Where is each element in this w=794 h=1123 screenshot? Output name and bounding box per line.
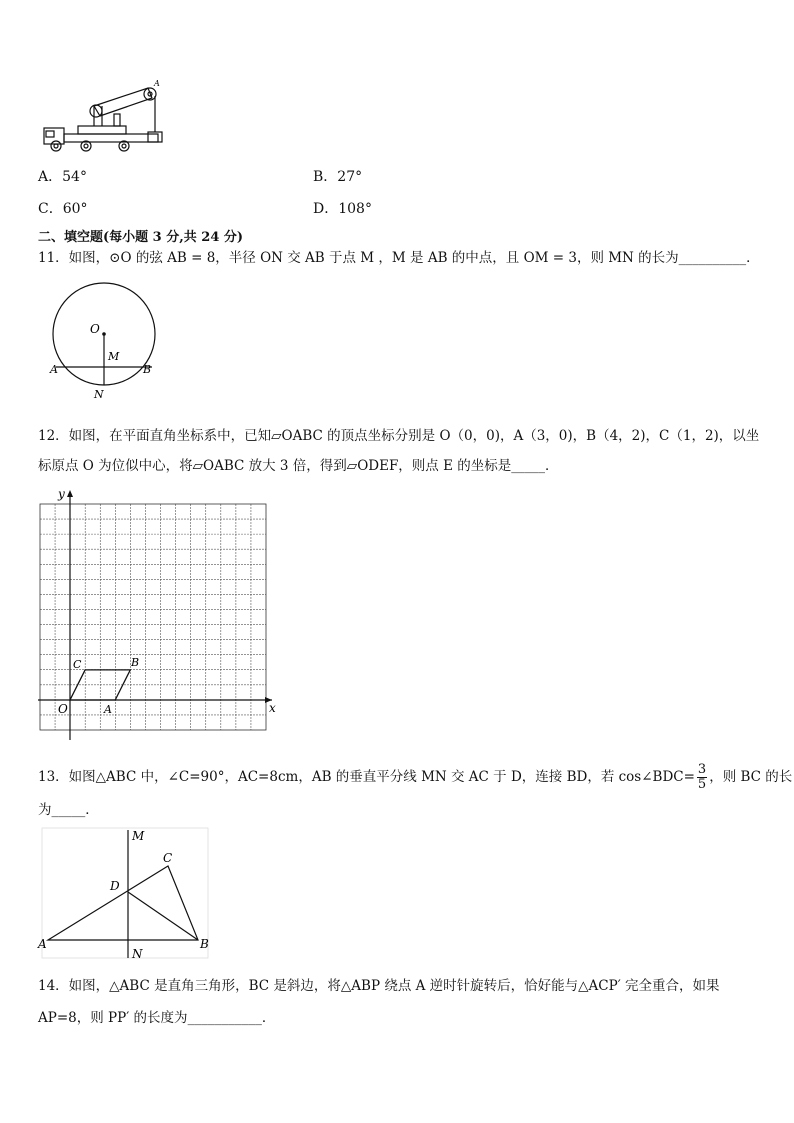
label-m: M [132, 829, 145, 843]
segment-bd [128, 892, 198, 940]
triangle-abc [48, 866, 198, 940]
crane-figure [36, 76, 166, 158]
question-13-line-2: 为_____． [38, 802, 99, 818]
label-m: M [108, 350, 120, 363]
question-11-blank[interactable]: __________． [678, 250, 760, 266]
crane-boom [94, 88, 152, 116]
question-14-line-1: 14．如图，△ABC 是直角三角形，BC 是斜边，将△ABP 绕点 A 逆时针旋转后，恰好能与△ACP′ 完全重合，如果 [38, 978, 720, 994]
label-origin: O [58, 702, 68, 716]
coordinate-grid [36, 486, 281, 742]
crane-base [78, 126, 126, 134]
option-d[interactable]: D．108° [313, 201, 372, 217]
question-13-blank[interactable]: _____． [51, 802, 99, 818]
question-13-line-1: 13．如图△ABC 中，∠C=90°，AC=8cm，AB 的垂直平分线 MN 交 AC 于 D，连接 BD，若 cos∠BDC= $\frac{3}{5}$ ，则 BC 的长 [38, 762, 793, 792]
label-b: B [143, 363, 152, 376]
label-n: N [132, 947, 143, 961]
option-b[interactable]: B．27° [313, 169, 363, 185]
question-11 [38, 248, 760, 268]
question-12-line-1: 12．如图，在平面直角坐标系中，已知▱OABC 的顶点坐标分别是 O（0，0)，A（3，0)，B（4，2)，C（1，2)，以坐 [38, 428, 760, 444]
fraction-3-5: $\frac{3}{5}$ [697, 762, 707, 792]
truck-window [46, 131, 54, 137]
label-b: B [131, 656, 140, 669]
y-axis-arrow [67, 490, 73, 497]
center-point [102, 332, 106, 336]
label-d: D [110, 879, 120, 893]
label-a: A [104, 703, 112, 716]
triangle-figure [36, 826, 214, 962]
label-o: O [90, 322, 100, 336]
wheel-front [51, 141, 61, 151]
label-b: B [200, 937, 209, 951]
question-12-blank[interactable]: _____． [511, 458, 559, 474]
label-c: C [163, 851, 173, 865]
option-c[interactable]: C．60° [38, 201, 88, 217]
question-11-text: 11．如图，⊙O 的弦 AB = 8，半径 ON 交 AB 于点 M ，M 是 AB 的中点，且 OM = 3，则 MN 的长为 [38, 250, 679, 266]
label-n: N [94, 388, 104, 401]
question-14-line-2: AP=8，则 PP′ 的长度为___________． [38, 1010, 276, 1026]
crane-label-a: A [154, 79, 160, 88]
label-a: A [50, 363, 58, 376]
label-a: A [38, 937, 47, 951]
label-y: y [58, 487, 65, 501]
section-title: 二、填空题(每小题 3 分,共 24 分) [38, 230, 244, 245]
label-x: x [269, 701, 276, 715]
truck-bed [64, 134, 158, 142]
circle-figure [40, 278, 170, 403]
question-14-blank[interactable]: ___________． [187, 1010, 276, 1026]
label-c: C [73, 658, 82, 671]
question-12-line-2: 标原点 O 为位似中心，将▱OABC 放大 3 倍，得到▱ODEF，则点 E 的坐标是_____． [38, 458, 559, 474]
option-a[interactable]: A．54° [38, 169, 87, 185]
